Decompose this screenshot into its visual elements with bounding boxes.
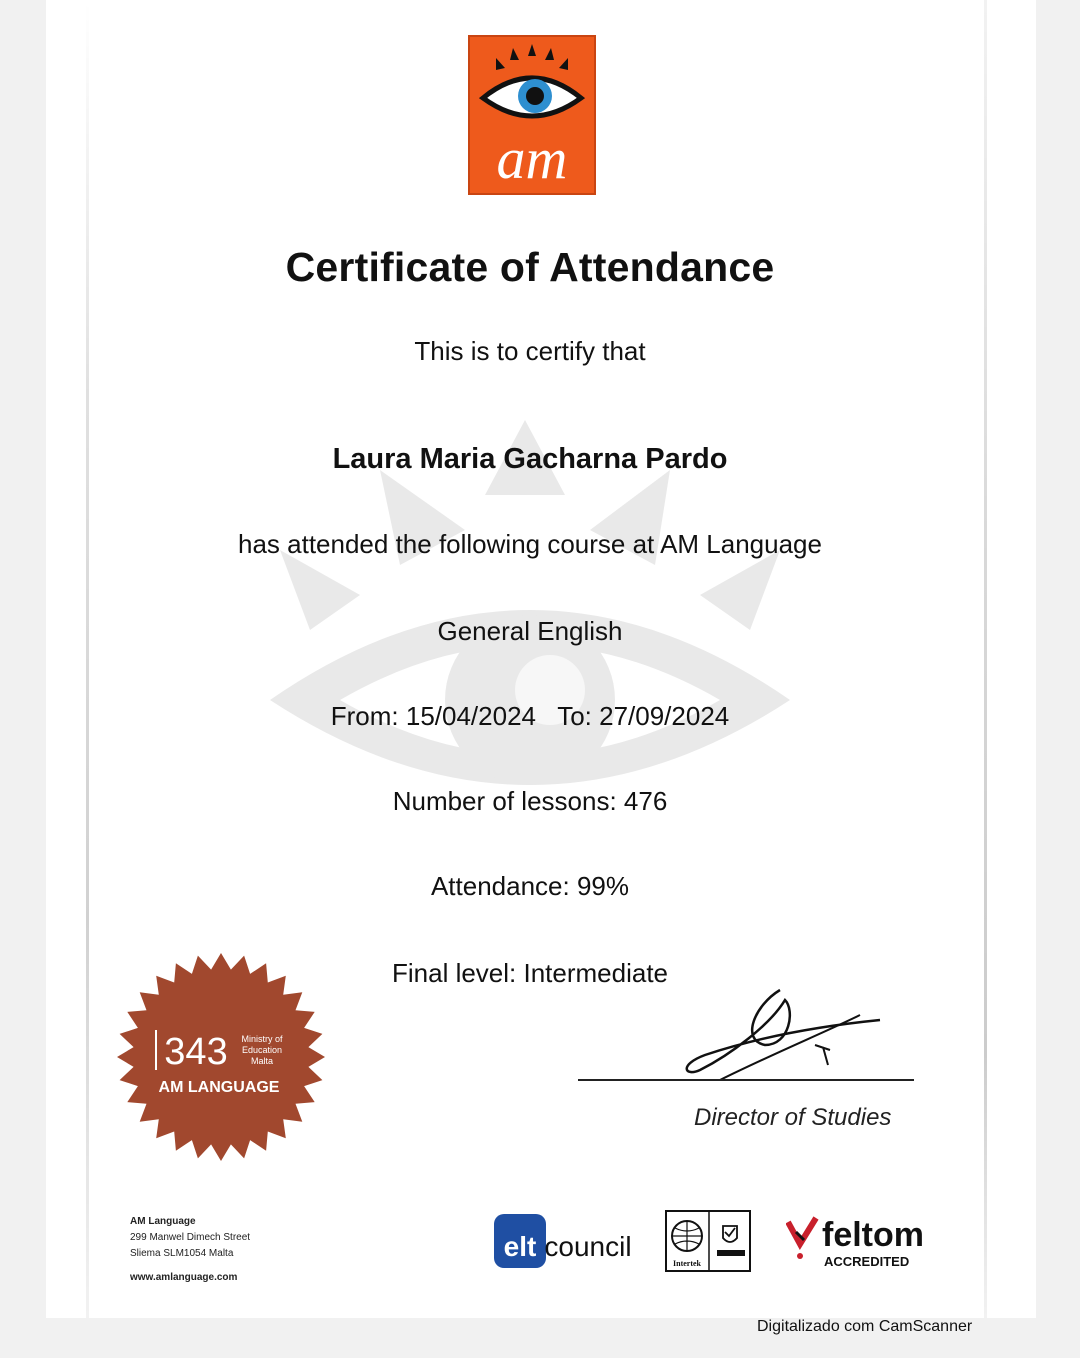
paper-left-edge xyxy=(86,0,89,1318)
lessons-count: Number of lessons: 476 xyxy=(392,786,668,816)
address-org: AM Language xyxy=(130,1216,196,1227)
course-name: General English xyxy=(437,616,623,646)
attendance-rate: Attendance: 99% xyxy=(430,871,630,901)
elt-suffix: council xyxy=(544,1231,632,1262)
seal-ministry-line1: Ministry of xyxy=(241,1034,283,1044)
director-signature xyxy=(660,985,900,1085)
seal-number: 343 xyxy=(164,1031,228,1073)
logo-text: am xyxy=(496,126,568,191)
feltom-name: feltom xyxy=(822,1216,924,1254)
ministry-seal xyxy=(116,950,326,1165)
intertek-ukas-logo xyxy=(665,1210,751,1272)
address-city: Sliema SLM1054 Malta xyxy=(130,1248,234,1259)
elt-council-logo xyxy=(492,1210,632,1272)
seal-ministry-line3: Malta xyxy=(250,1056,274,1066)
scanner-footer: Digitalizado com CamScanner xyxy=(757,1318,973,1335)
intertek-label: Intertek xyxy=(673,1259,701,1268)
paper-right-edge xyxy=(984,0,987,1318)
feltom-accredited-logo xyxy=(786,1210,936,1272)
attendance-statement: has attended the following course at AM Language xyxy=(238,529,822,559)
seal-name: AM LANGUAGE xyxy=(158,1079,280,1096)
address-website: www.amlanguage.com xyxy=(130,1272,238,1283)
certify-intro: This is to certify that xyxy=(414,336,646,366)
school-address xyxy=(130,1214,250,1286)
certificate-title: Certificate of Attendance xyxy=(285,244,775,290)
elt-prefix: elt xyxy=(503,1231,537,1262)
director-title: Director of Studies xyxy=(694,1104,892,1131)
course-dates: From: 15/04/2024 To: 27/09/2024 xyxy=(330,701,730,731)
address-street: 299 Manwel Dimech Street xyxy=(130,1232,251,1243)
am-language-logo xyxy=(463,30,601,200)
signature-line xyxy=(578,1079,914,1081)
recipient-name: Laura Maria Gacharna Pardo xyxy=(332,443,728,475)
final-level: Final level: Intermediate xyxy=(391,958,669,988)
feltom-sub: ACCREDITED xyxy=(824,1254,910,1269)
seal-ministry-line2: Education xyxy=(241,1045,283,1055)
